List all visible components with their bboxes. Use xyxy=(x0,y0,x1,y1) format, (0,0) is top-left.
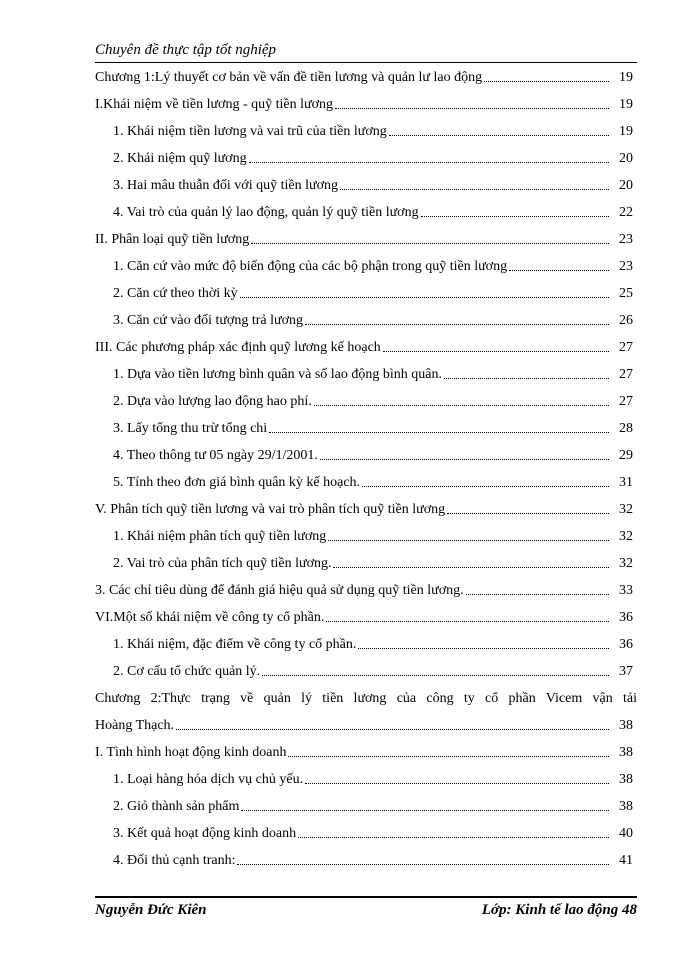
toc-entry xyxy=(95,820,637,847)
toc-entry xyxy=(95,712,637,739)
toc-leader-dots xyxy=(237,864,609,865)
toc-entry xyxy=(95,739,637,766)
toc-entry-page: 37 xyxy=(619,663,633,679)
toc-entry xyxy=(95,631,637,658)
toc-entry xyxy=(95,172,637,199)
toc-entry xyxy=(95,604,637,631)
toc-entry-page: 40 xyxy=(619,825,633,841)
toc-leader-dots xyxy=(176,729,609,730)
toc-entry-label: 2. Khái niệm quỹ lương xyxy=(113,150,247,166)
toc-entry xyxy=(95,280,637,307)
toc-entry-label: Chương 2:Thực trạng về quản lý tiền lương của công ty cổ phần Vicem vận tải xyxy=(95,690,637,706)
toc-entry xyxy=(95,145,637,172)
footer-class: Lớp: Kinh tế lao động 48 xyxy=(481,902,637,918)
toc-entry-label: 3. Lấy tổng thu trừ tổng chi xyxy=(113,420,268,436)
toc-leader-dots xyxy=(466,594,609,595)
toc-entry-page: 27 xyxy=(619,393,633,409)
footer-author: Nguyễn Đức Kiên xyxy=(95,902,207,918)
toc-entry-page: 22 xyxy=(619,204,633,220)
toc-entry-page: 32 xyxy=(619,555,633,571)
toc-entry-page: 36 xyxy=(619,609,633,625)
toc-leader-dots xyxy=(326,621,609,622)
toc-entry-label: 1. Loại hàng hóa dịch vụ chủ yếu. xyxy=(113,771,304,787)
toc-entry xyxy=(95,361,637,388)
toc-entry-label: 4. Vai trò của quản lý lao động, quản lý quỹ tiền lương xyxy=(113,204,419,220)
toc-entry-label: 4. Theo thông tư 05 ngày 29/1/2001. xyxy=(113,447,318,463)
toc-entry xyxy=(95,199,637,226)
toc-entry-label: VI.Một số khái niệm về công ty cổ phần. xyxy=(95,609,325,625)
toc-entry xyxy=(95,388,637,415)
toc-entry-page: 33 xyxy=(619,582,633,598)
toc-entry-label: 1. Căn cứ vào mức độ biến động của các bộ phận trong quỹ tiền lương xyxy=(113,258,508,274)
toc-leader-dots xyxy=(269,432,609,433)
toc-leader-dots xyxy=(249,162,609,163)
footer-divider xyxy=(95,896,637,898)
toc-leader-dots xyxy=(444,378,609,379)
toc-entry xyxy=(95,766,637,793)
toc-leader-dots xyxy=(389,135,609,136)
page-header-title: Chuyên đề thực tập tốt nghiệp xyxy=(95,42,277,58)
toc-leader-dots xyxy=(447,513,609,514)
toc-entry-label: 1. Khái niệm tiền lương và vai trũ của tiền lương xyxy=(113,123,387,139)
toc-entry-label: 3. Căn cứ vào đối tượng trả lương xyxy=(113,312,303,328)
toc-entry-label: 2. Cơ cấu tổ chức quản lý. xyxy=(113,663,261,679)
toc-entry-page: 41 xyxy=(619,852,633,868)
toc-entry-page: 25 xyxy=(619,285,633,301)
header-divider xyxy=(95,62,637,63)
toc-entry-page: 38 xyxy=(619,771,633,787)
toc-entry-label: 1. Dựa vào tiền lương bình quân và số lao động bình quân. xyxy=(113,366,442,382)
toc-entry xyxy=(95,307,637,334)
toc-entry-page: 31 xyxy=(619,474,633,490)
toc-leader-dots xyxy=(358,648,609,649)
toc-entry-page: 20 xyxy=(619,150,633,166)
toc-leader-dots xyxy=(298,837,609,838)
toc-entry-label: Hoàng Thạch. xyxy=(95,717,175,733)
toc-leader-dots xyxy=(241,810,609,811)
toc-leader-dots xyxy=(251,243,609,244)
toc-entry-label: 2. Căn cứ theo thời kỳ xyxy=(113,285,238,301)
toc-leader-dots xyxy=(362,486,609,487)
toc-entry-page: 23 xyxy=(619,231,633,247)
toc-entry-label: 2. Giỏ thành sản phẩm xyxy=(113,798,240,814)
toc-leader-dots xyxy=(340,189,609,190)
toc-entry-page: 32 xyxy=(619,501,633,517)
toc-entry-label: 1. Khái niệm, đặc điểm về công ty cổ phần. xyxy=(113,636,357,652)
toc-entry-label: V. Phân tích quỹ tiền lương và vai trò phân tích quỹ tiền lương xyxy=(95,501,446,517)
toc-entry xyxy=(95,523,637,550)
toc-entry-page: 19 xyxy=(619,123,633,139)
toc-leader-dots xyxy=(314,405,609,406)
toc-entry-page: 19 xyxy=(619,96,633,112)
toc-entry xyxy=(95,118,637,145)
toc-entry-page: 28 xyxy=(619,420,633,436)
table-of-contents xyxy=(95,64,637,874)
toc-entry xyxy=(95,253,637,280)
toc-entry xyxy=(95,91,637,118)
toc-leader-dots xyxy=(484,81,609,82)
toc-entry xyxy=(95,685,637,712)
toc-entry-page: 38 xyxy=(619,744,633,760)
toc-entry-label: 4. Đối thủ cạnh tranh: xyxy=(113,852,236,868)
toc-entry-label: 2. Vai trò của phân tích quỹ tiền lương. xyxy=(113,555,332,571)
toc-entry-label: 5. Tính theo đơn giá bình quân kỳ kế hoạch. xyxy=(113,474,361,490)
toc-entry xyxy=(95,415,637,442)
toc-entry-page: 27 xyxy=(619,339,633,355)
toc-leader-dots xyxy=(305,324,609,325)
toc-entry-page: 19 xyxy=(619,69,633,85)
toc-entry xyxy=(95,658,637,685)
toc-entry-label: 1. Khái niệm phân tích quỹ tiền lương xyxy=(113,528,327,544)
toc-leader-dots xyxy=(328,540,609,541)
toc-entry-label: III. Các phương pháp xác định quỹ lương kế hoạch xyxy=(95,339,381,355)
toc-entry-label: 2. Dựa vào lượng lao động hao phí. xyxy=(113,393,312,409)
toc-entry-page: 38 xyxy=(619,798,633,814)
toc-entry-page: 23 xyxy=(619,258,633,274)
toc-leader-dots xyxy=(383,351,609,352)
toc-entry-page: 38 xyxy=(619,717,633,733)
toc-entry-page: 36 xyxy=(619,636,633,652)
toc-entry xyxy=(95,496,637,523)
toc-leader-dots xyxy=(335,108,609,109)
toc-entry-page: 29 xyxy=(619,447,633,463)
toc-entry-page: 20 xyxy=(619,177,633,193)
toc-entry xyxy=(95,577,637,604)
toc-entry-label: 3. Hai mâu thuẫn đối với quỹ tiền lương xyxy=(113,177,338,193)
toc-entry xyxy=(95,334,637,361)
toc-entry-label: I.Khái niệm về tiền lương - quỹ tiền lương xyxy=(95,96,333,112)
toc-entry xyxy=(95,469,637,496)
toc-entry-page: 26 xyxy=(619,312,633,328)
toc-entry xyxy=(95,847,637,874)
toc-leader-dots xyxy=(240,297,609,298)
toc-entry xyxy=(95,64,637,91)
toc-leader-dots xyxy=(509,270,609,271)
toc-entry-label: II. Phân loại quỹ tiền lương xyxy=(95,231,250,247)
toc-leader-dots xyxy=(305,783,609,784)
toc-entry xyxy=(95,442,637,469)
toc-entry-label: 3. Kết quả hoạt động kinh doanh xyxy=(113,825,297,841)
toc-leader-dots xyxy=(421,216,609,217)
toc-leader-dots xyxy=(320,459,609,460)
toc-entry-page: 32 xyxy=(619,528,633,544)
toc-entry-label: Chương 1:Lý thuyết cơ bản về vấn đề tiền lương và quản lư lao động xyxy=(95,69,483,85)
toc-leader-dots xyxy=(262,675,609,676)
toc-entry-label: 3. Các chỉ tiêu dùng để đánh giá hiệu quả sử dụng quỹ tiền lương. xyxy=(95,582,464,598)
toc-entry-page: 27 xyxy=(619,366,633,382)
toc-entry xyxy=(95,226,637,253)
toc-entry xyxy=(95,550,637,577)
toc-leader-dots xyxy=(288,756,609,757)
toc-entry-label: I. Tình hình hoạt động kinh doanh xyxy=(95,744,287,760)
toc-leader-dots xyxy=(333,567,609,568)
toc-entry xyxy=(95,793,637,820)
